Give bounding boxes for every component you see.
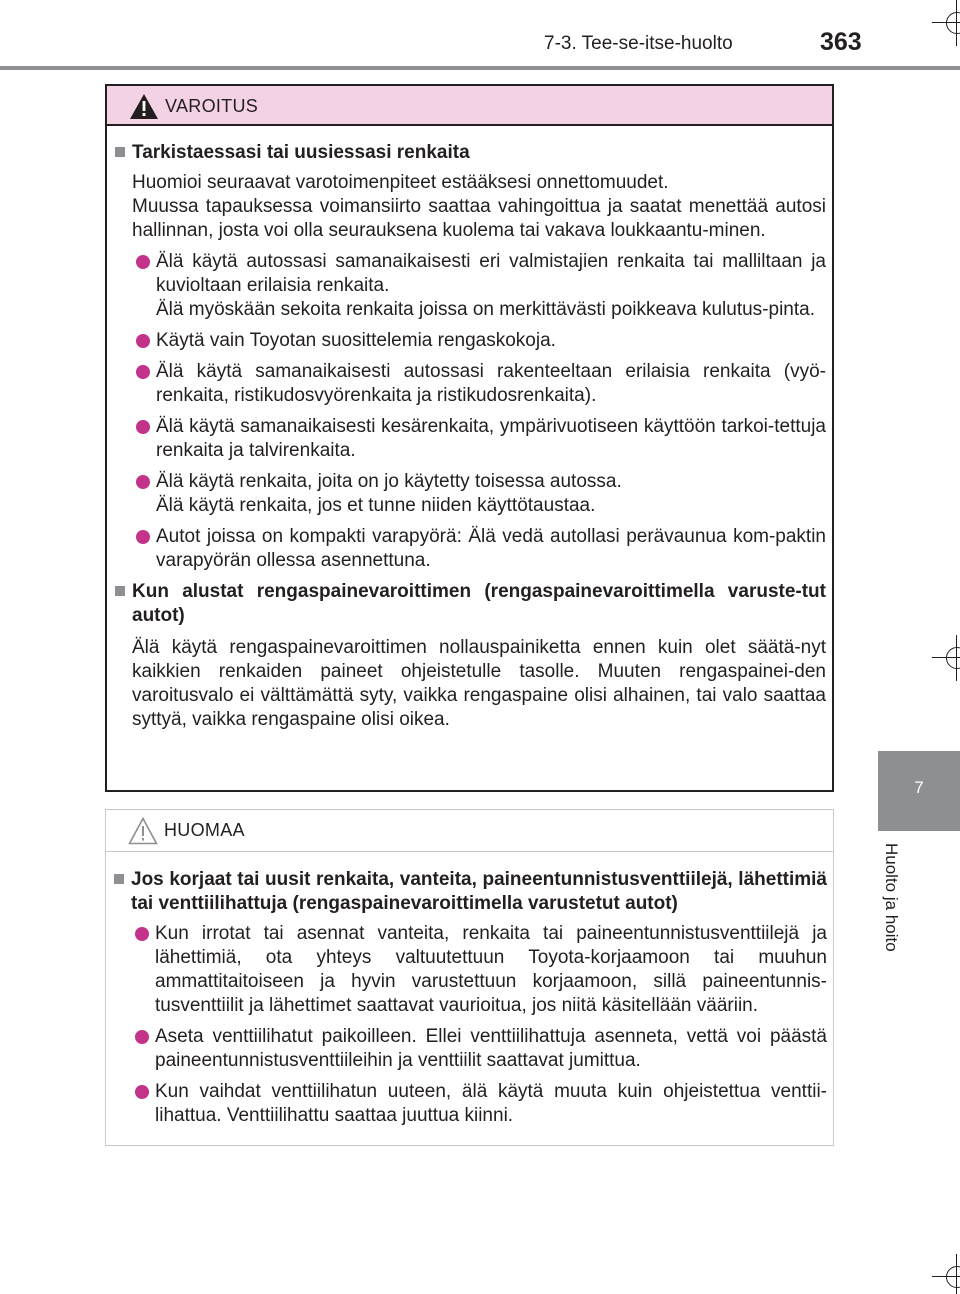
notice-body [114,868,827,1128]
bullet-dot-icon [135,927,149,941]
bullet-dot-icon [135,1085,149,1099]
list-item: Kun vaihdat venttiilihatun uuteen, älä käytä muuta kuin ohjeistettua venttii-lihattua. Venttiilihattu saattaa juuttua kiinni. [114,1080,827,1128]
registration-mark-top-icon [920,0,960,46]
square-bullet-icon [115,147,125,157]
warning-box-header [107,86,832,126]
warning-intro-1: Huomioi seuraavat varotoimenpiteet estääksesi onnettomuudet. [132,172,669,193]
notice-box-header [106,810,833,852]
notice-title: HUOMAA [164,820,245,840]
bullet-dot-icon [136,475,150,489]
bullet-dot-icon [136,365,150,379]
warning-body [115,141,826,732]
square-bullet-icon [114,874,124,884]
list-item: Käytä vain Toyotan suosittelemia rengaskokoja. [115,329,826,353]
list-item: Älä käytä samanaikaisesti kesärenkaita, ympärivuotiseen käyttöön tarkoi-tettuja renkaita ja talvirenkaita. [115,415,826,463]
registration-mark-bottom-icon [920,1254,960,1294]
bullet-dot-icon [135,1030,149,1044]
section-title: 7-3. Tee-se-itse-huolto [544,33,733,54]
notice-heading: Jos korjaat tai uusit renkaita, vanteita, paineentunnistusventtiilejä, lähettimiä tai venttiilihattuja (rengaspainevaroittimella varustetut autot) [114,868,827,916]
bullet-dot-icon [136,420,150,434]
header-rule [0,66,960,70]
list-item: Älä käytä autossasi samanaikaisesti eri valmistajien renkaita tai malliltaan ja kuvioltaan erilaisia renkaita. Älä myöskään sekoita renkaita joissa on merkittävästi poikkeava kulutus-pinta. [115,250,826,322]
list-item: Autot joissa on kompakti varapyörä: Älä vedä autollasi perävaunua kom-paktin varapyörän ollessa asennettuna. [115,525,826,573]
bullet-dot-icon [136,334,150,348]
chapter-tab [878,751,960,831]
page-number: 363 [820,28,862,56]
warning-box [105,84,834,792]
chapter-label: Huolto ja hoito [882,843,901,952]
list-item: Aseta venttiilihatut paikoilleen. Ellei venttiilihattuja asenneta, vettä voi päästä paineentunnistusventtiileihin ja venttiilit saattavat jumittua. [114,1025,827,1073]
warning-heading-tpms: Kun alustat rengaspainevaroittimen (rengaspainevaroittimella varuste-tut autot) [115,580,826,628]
notice-box [105,809,834,1146]
warning-tpms-text: Älä käytä rengaspainevaroittimen nollauspainiketta ennen kuin olet säätä-nyt kaikkien renkaiden paineet ohjeistetulle tasolle. Muuten rengaspainei-den varoitusvalo ei välttämättä syty, vaikka rengaspaine olisi alhainen, tai valo saattaa syttyä, vaikka rengaspaine olisi oikea. [132,637,826,730]
warning-icon [129,93,159,120]
notice-icon [128,817,158,845]
bullet-dot-icon [136,255,150,269]
bullet-dot-icon [136,530,150,544]
warning-heading-tyres: Tarkistaessasi tai uusiessasi renkaita [115,141,826,165]
list-item: Älä käytä renkaita, joita on jo käytetty toisessa autossa. Älä käytä renkaita, jos et tunne niiden käyttötaustaa. [115,470,826,518]
list-item: Kun irrotat tai asennat vanteita, renkaita tai paineentunnistusventtiilejä ja lähettimiä, ota yhteys valtuutettuun Toyota-korjaamoon tai muuhun ammattitaitoiseen ja hyvin varustettuun korjaamoon, sillä paineentunnis-tusventtiilit ja lähettimet saattavat vaurioitua, jos niitä käsitellään vääriin. [114,922,827,1018]
square-bullet-icon [115,586,125,596]
warning-intro-2: Muussa tapauksessa voimansiirto saattaa vahingoittua ja saatat menettää autosi hallinnan, josta voi olla seurauksena kuolema tai vakava loukkaantu-minen. [132,196,826,241]
warning-title: VAROITUS [165,96,259,116]
list-item: Älä käytä samanaikaisesti autossasi rakenteeltaan erilaisia renkaita (vyö-renkaita, ristikudosvyörenkaita ja ristikudosrenkaita). [115,360,826,408]
chapter-number: 7 [914,778,924,797]
registration-mark-middle-icon [920,635,960,681]
